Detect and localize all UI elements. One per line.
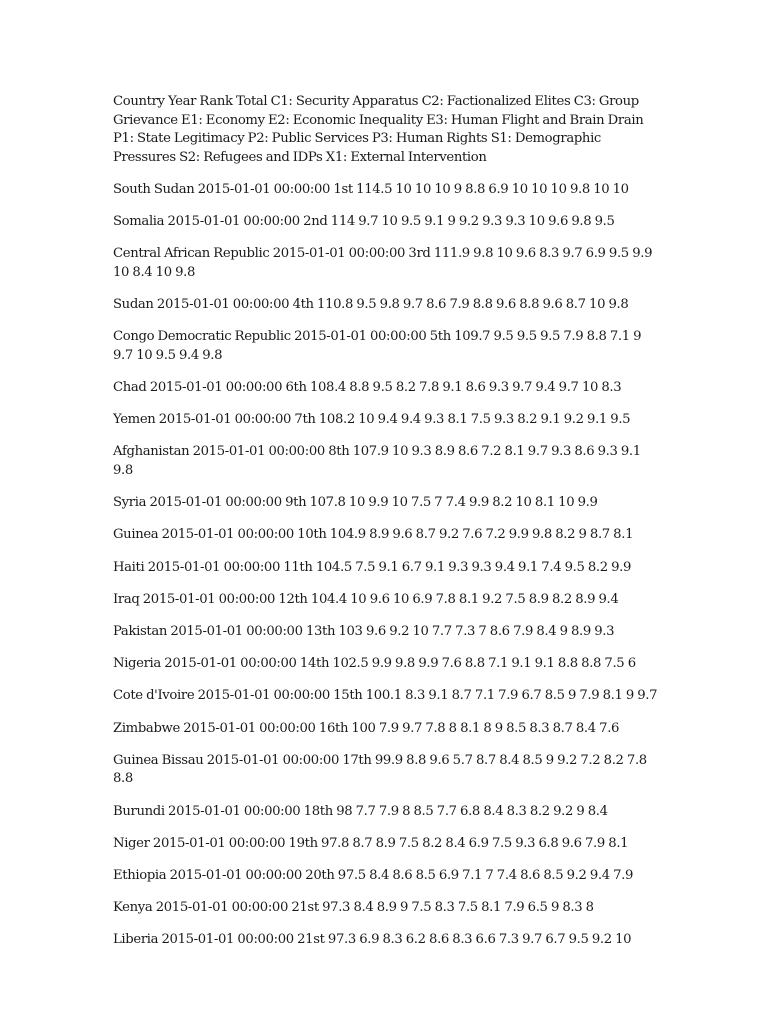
- row-cote-divoire: Cote d'Ivoire 2015-01-01 00:00:00 15th 100.1 8.3 9.1 8.7 7.1 7.9 6.7 8.5 9 7.9 8.1 9 9.7: [113, 688, 658, 704]
- row-liberia: Liberia 2015-01-01 00:00:00 21st 97.3 6.9 8.3 6.2 8.6 8.3 6.6 7.3 9.7 6.7 9.5 9.2 10: [113, 932, 632, 948]
- row-guinea: Guinea 2015-01-01 00:00:00 10th 104.9 8.9 9.6 8.7 9.2 7.6 7.2 9.9 9.8 8.2 9 8.7 8.1: [113, 527, 634, 543]
- row-ethiopia: Ethiopia 2015-01-01 00:00:00 20th 97.5 8.4 8.6 8.5 6.9 7.1 7 7.4 8.6 8.5 9.2 9.4 7.9: [113, 867, 634, 883]
- row-iraq: Iraq 2015-01-01 00:00:00 12th 104.4 10 9.6 10 6.9 7.8 8.1 9.2 7.5 8.9 8.2 8.9 9.4: [113, 591, 619, 607]
- row-kenya: Kenya 2015-01-01 00:00:00 21st 97.3 8.4 8.9 9 7.5 8.3 7.5 8.1 7.9 6.5 9 8.3 8: [113, 900, 594, 916]
- row-syria: Syria 2015-01-01 00:00:00 9th 107.8 10 9.9 10 7.5 7 7.4 9.9 8.2 10 8.1 10 9.9: [113, 495, 598, 511]
- row-somalia: Somalia 2015-01-01 00:00:00 2nd 114 9.7 10 9.5 9.1 9 9.2 9.3 9.3 10 9.6 9.8 9.5: [113, 214, 615, 230]
- row-afghanistan: Afghanistan 2015-01-01 00:00:00 8th 107.9 10 9.3 8.9 8.6 7.2 8.1 9.7 9.3 8.6 9.3 9.1 9.8: [113, 444, 641, 479]
- row-congo-democratic-republic: Congo Democratic Republic 2015-01-01 00:00:00 5th 109.7 9.5 9.5 9.5 7.9 8.8 7.1 9 9.7 10 9.5 9.4 9.8: [113, 329, 642, 363]
- row-central-african-republic: Central African Republic 2015-01-01 00:00:00 3rd 111.9 9.8 10 9.6 8.3 9.7 6.9 9.5 9.9 10 8.4 10 9.8: [113, 246, 653, 280]
- document-page: [113, 93, 658, 963]
- row-haiti: Haiti 2015-01-01 00:00:00 11th 104.5 7.5 9.1 6.7 9.1 9.3 9.3 9.4 9.1 7.4 9.5 8.2 9.9: [113, 559, 632, 575]
- row-niger: Niger 2015-01-01 00:00:00 19th 97.8 8.7 8.9 7.5 8.2 8.4 6.9 7.5 9.3 6.8 9.6 7.9 8.1: [113, 835, 629, 851]
- row-pakistan: Pakistan 2015-01-01 00:00:00 13th 103 9.6 9.2 10 7.7 7.3 7 8.6 7.9 8.4 9 8.9 9.3: [113, 624, 615, 639]
- row-yemen: Yemen 2015-01-01 00:00:00 7th 108.2 10 9.4 9.4 9.3 8.1 7.5 9.3 8.2 9.1 9.2 9.1 9.5: [113, 412, 631, 428]
- row-chad: Chad 2015-01-01 00:00:00 6th 108.4 8.8 9.5 8.2 7.8 9.1 8.6 9.3 9.7 9.4 9.7 10 8.3: [113, 380, 622, 396]
- row-nigeria: Nigeria 2015-01-01 00:00:00 14th 102.5 9.9 9.8 9.9 7.6 8.8 7.1 9.1 9.1 8.8 8.8 7.5 6: [113, 656, 636, 672]
- header-paragraph: Country Year Rank Total C1: Security Apparatus C2: Factionalized Elites C3: Group Grievance E1: Economy E2: Economic Inequality E3: Human Flight and Brain Drain P1: State Legitimacy P2: Public Services P3: Human Rights S1: Demographic Pressures S2: Refugees and IDPs X1: External Intervention: [113, 94, 644, 165]
- row-sudan: Sudan 2015-01-01 00:00:00 4th 110.8 9.5 9.8 9.7 8.6 7.9 8.8 9.6 8.8 9.6 8.7 10 9.8: [113, 297, 629, 313]
- row-guinea-bissau: Guinea Bissau 2015-01-01 00:00:00 17th 99.9 8.8 9.6 5.7 8.7 8.4 8.5 9 9.2 7.2 8.2 7.8 8.8: [113, 752, 647, 787]
- row-zimbabwe: Zimbabwe 2015-01-01 00:00:00 16th 100 7.9 9.7 7.8 8 8.1 8 9 8.5 8.3 8.7 8.4 7.6: [113, 720, 620, 736]
- row-burundi: Burundi 2015-01-01 00:00:00 18th 98 7.7 7.9 8 8.5 7.7 6.8 8.4 8.3 8.2 9.2 9 8.4: [113, 803, 608, 819]
- row-south-sudan: South Sudan 2015-01-01 00:00:00 1st 114.5 10 10 10 9 8.8 6.9 10 10 10 9.8 10 10: [113, 181, 629, 197]
